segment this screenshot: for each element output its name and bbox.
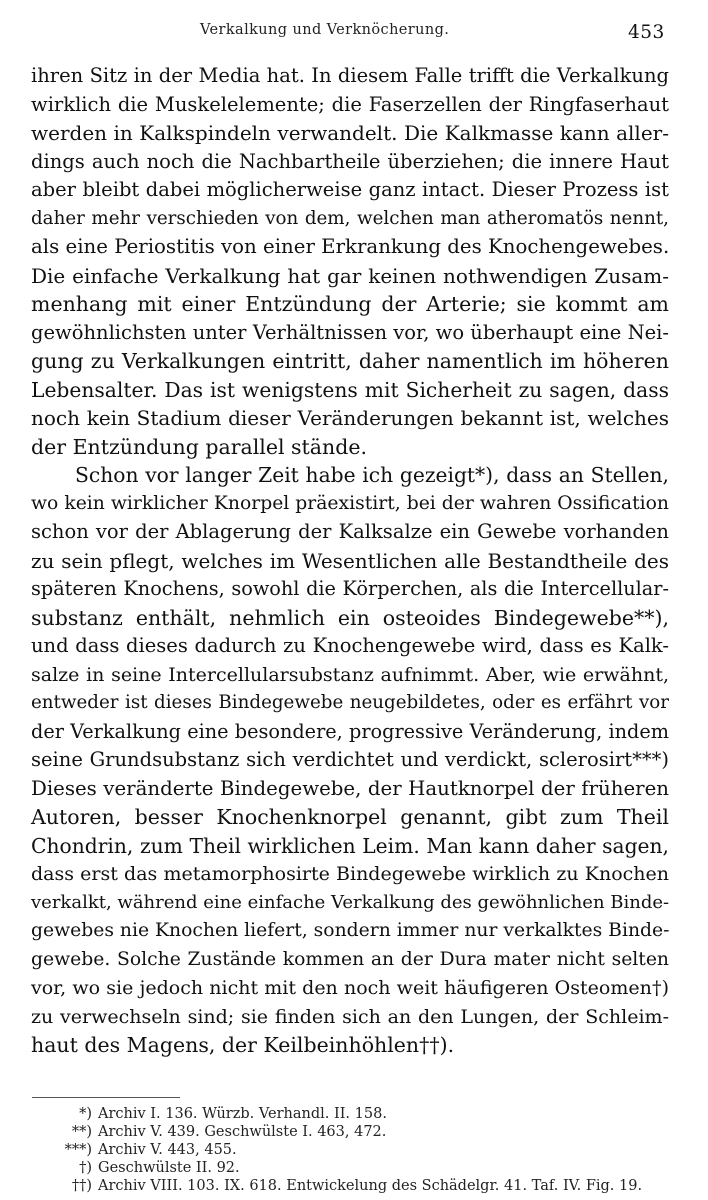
footnote bbox=[40, 1158, 240, 1178]
footnote bbox=[40, 1176, 642, 1196]
footnote bbox=[40, 1140, 237, 1160]
footnote-text: Archiv I. 136. Würzb. Verhandl. II. 158. bbox=[98, 1106, 387, 1122]
body-line: gewebe. Solche Zustände kommen an der Dura mater nicht selten bbox=[31, 949, 669, 970]
body-line: gewebes nie Knochen liefert, sondern immer nur verkalktes Binde- bbox=[31, 920, 670, 941]
body-line: Die einfache Verkalkung hat gar keinen nothwendigen Zusam- bbox=[31, 264, 669, 288]
body-line: entweder ist dieses Bindegewebe neugebildetes, oder es erfährt vor bbox=[31, 692, 669, 713]
page-number: 453 bbox=[628, 22, 665, 43]
body-line: salze in seine Intercellularsubstanz aufnimmt. Aber, wie erwähnt, bbox=[31, 664, 669, 686]
footnote-mark: *) bbox=[79, 1106, 92, 1122]
footnote-text: Archiv VIII. 103. IX. 618. Entwickelung des Schädelgr. 41. Taf. IV. Fig. 19. bbox=[98, 1178, 643, 1194]
body-line: vor, wo sie jedoch nicht mit den noch weit häufigeren Osteomen†) bbox=[31, 977, 669, 999]
body-line: Chondrin, zum Theil wirklichen Leim. Man kann daher sagen, bbox=[31, 834, 669, 858]
body-line: zu sein pflegt, welches im Wesentlichen alle Bestandtheile des bbox=[31, 549, 669, 573]
body-line: wirklich die Muskelelemente; die Faserzellen der Ringfaserhaut bbox=[31, 93, 669, 116]
body-line: der Entzündung parallel stände. bbox=[31, 435, 367, 459]
body-line: substanz enthält, nehmlich ein osteoides Bindegewebe**), bbox=[31, 606, 669, 630]
footnote bbox=[40, 1104, 387, 1124]
body-line: aber bleibt dabei möglicherweise ganz intact. Dieser Prozess ist bbox=[31, 178, 669, 201]
running-head-title: Verkalkung und Verknöcherung. bbox=[200, 22, 450, 38]
body-line: Autoren, besser Knochenknorpel genannt, gibt zum Theil bbox=[31, 805, 669, 829]
body-line: wo kein wirklicher Knorpel präexistirt, bei der wahren Ossification bbox=[31, 493, 669, 514]
paragraph-first-line: Schon vor langer Zeit habe ich gezeigt*), dass an Stellen, bbox=[75, 463, 669, 487]
body-line: werden in Kalkspindeln verwandelt. Die Kalkmasse kann aller- bbox=[31, 121, 669, 145]
body-line: menhang mit einer Entzündung der Arterie; sie kommt am bbox=[31, 292, 669, 316]
footnote bbox=[40, 1122, 386, 1142]
body-line: gewöhnlichsten unter Verhältnissen vor, wo überhaupt eine Nei- bbox=[31, 321, 669, 344]
body-line: dings auch noch die Nachbartheile überziehen; die innere Haut bbox=[31, 150, 669, 173]
body-line: seine Grundsubstanz sich verdichtet und verdickt, sclerosirt***) bbox=[31, 748, 669, 771]
body-line: verkalkt, während eine einfache Verkalkung des gewöhnlichen Binde- bbox=[31, 892, 670, 913]
footnote-text: Archiv V. 443, 455. bbox=[98, 1142, 237, 1158]
body-line: Dieses veränderte Bindegewebe, der Hautknorpel der früheren bbox=[31, 777, 669, 800]
footnote-mark: †) bbox=[79, 1160, 92, 1176]
body-line: als eine Periostitis von einer Erkrankung des Knochengewebes. bbox=[31, 235, 670, 258]
body-line: dass erst das metamorphosirte Bindegewebe wirklich zu Knochen bbox=[31, 863, 669, 885]
body-line: gung zu Verkalkungen eintritt, daher namentlich im höheren bbox=[31, 349, 669, 373]
footnote-divider bbox=[32, 1097, 180, 1098]
body-line: haut des Magens, der Keilbeinhöhlen††). bbox=[31, 1033, 455, 1057]
body-line: zu verwechseln sind; sie finden sich an den Lungen, der Schleim- bbox=[31, 1006, 669, 1028]
body-line: späteren Knochens, sowohl die Körperchen, als die Intercellular- bbox=[31, 577, 669, 600]
footnote-text: Geschwülste II. 92. bbox=[98, 1160, 240, 1176]
body-line: schon vor der Ablagerung der Kalksalze ein Gewebe vorhanden bbox=[31, 520, 669, 543]
body-line: noch kein Stadium dieser Veränderungen bekannt ist, welches bbox=[31, 406, 669, 430]
footnote-mark: **) bbox=[71, 1124, 92, 1140]
body-line: der Verkalkung eine besondere, progressive Veränderung, indem bbox=[31, 720, 669, 743]
body-line: ihren Sitz in der Media hat. In diesem Falle trifft die Verkalkung bbox=[31, 64, 669, 87]
running-head bbox=[0, 18, 708, 48]
footnote-mark: ***) bbox=[64, 1142, 92, 1158]
footnote-mark: ††) bbox=[71, 1178, 92, 1194]
footnote-text: Archiv V. 439. Geschwülste I. 463, 472. bbox=[98, 1124, 387, 1140]
body-line: und dass dieses dadurch zu Knochengewebe wird, dass es Kalk- bbox=[31, 634, 669, 657]
body-line: Lebensalter. Das ist wenigstens mit Sicherheit zu sagen, dass bbox=[31, 378, 669, 402]
body-line: daher mehr verschieden von dem, welchen man atheromatös nennt, bbox=[31, 208, 669, 229]
